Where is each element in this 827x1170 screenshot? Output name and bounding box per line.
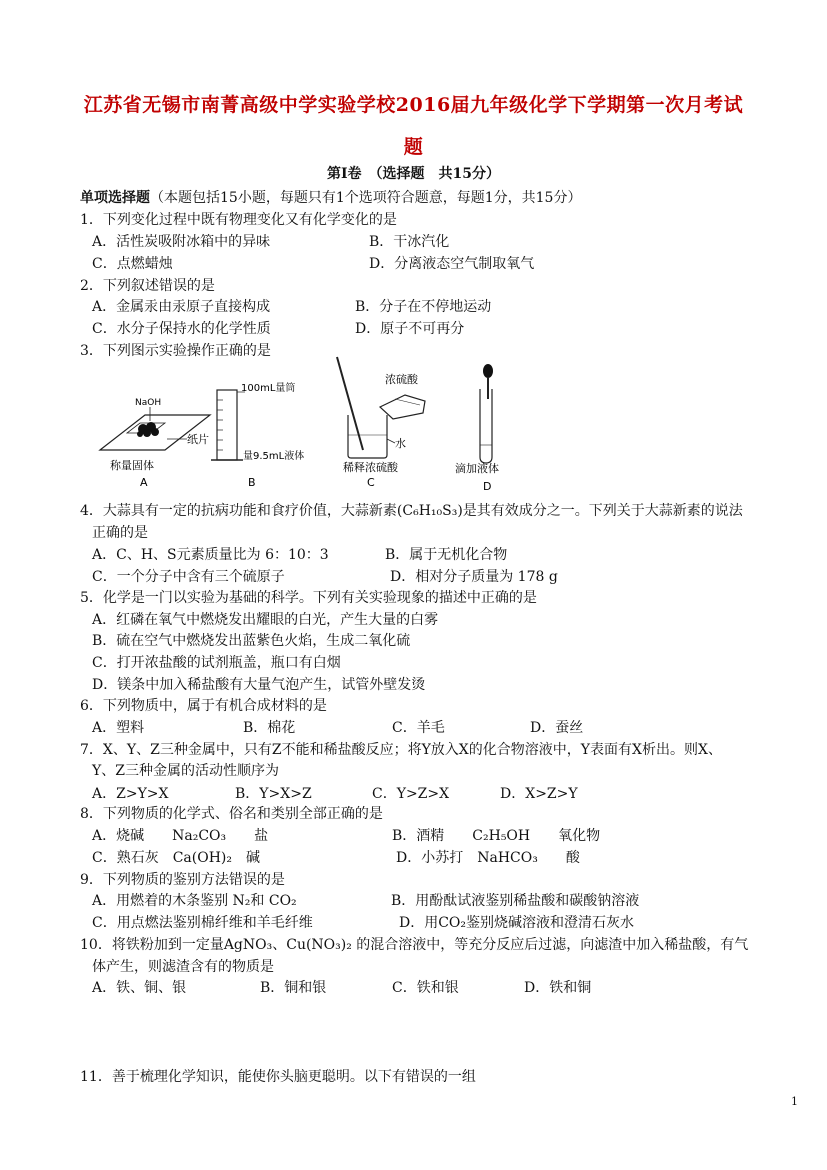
question-2-option-c: C．水分子保持水的化学性质 xyxy=(92,321,271,337)
question-8-option-a: A．烧碱 Na₂CO₃ 盐 xyxy=(92,828,269,844)
question-10-option-b: B．铜和银 xyxy=(260,980,327,996)
question-5-option-a: A．红磷在氧气中燃烧发出耀眼的白光，产生大量的白雾 xyxy=(92,612,439,628)
question-6-stem: 6．下列物质中，属于有机合成材料的是 xyxy=(80,698,327,714)
question-10-stem: 10．将铁粉加到一定量AgNO₃、Cu(NO₃)₂ 的混合溶液中，等充分反应后过滤，向滤渣中加入稀盐酸，有气 xyxy=(80,937,749,953)
question-1-option-c: C．点燃蜡烛 xyxy=(92,256,173,272)
instructions-label: 单项选择题 xyxy=(80,190,150,206)
figure-a-weighing-solid xyxy=(100,398,210,489)
question-5-option-b: B．硫在空气中燃烧发出蓝紫色火焰，生成二氧化硫 xyxy=(92,633,411,649)
question-9-stem: 9．下列物质的鉴别方法错误的是 xyxy=(80,872,285,888)
question-6-option-c: C．羊毛 xyxy=(392,720,445,736)
figure-c-diluting-acid xyxy=(337,357,425,489)
question-5-option-c: C．打开浓盐酸的试剂瓶盖，瓶口有白烟 xyxy=(92,655,341,671)
figure-b-measuring-liquid xyxy=(211,381,304,489)
question-4-stem: 4．大蒜具有一定的抗病功能和食疗价值，大蒜新素(C₆H₁₀S₃)是其有效成分之一。下列关于大蒜新素的说法 xyxy=(80,503,743,519)
question-9-option-d: D．用CO₂鉴别烧碱溶液和澄清石灰水 xyxy=(399,915,635,931)
question-7-option-a: A．Z>Y>X xyxy=(92,786,169,802)
caption-a: 称量固体 xyxy=(110,459,154,472)
question-8-option-d: D．小苏打 NaHCO₃ 酸 xyxy=(396,850,580,866)
question-10-option-c: C．铁和银 xyxy=(392,980,459,996)
label-paper: 纸片 xyxy=(187,433,209,446)
question-7-option-d: D．X>Z>Y xyxy=(500,786,578,802)
instructions-text: （本题包括15小题，每题只有1个选项符合题意，每题1分，共15分） xyxy=(150,190,582,206)
option-d-letter: D xyxy=(483,480,492,493)
option-b-letter: B xyxy=(248,476,256,489)
question-7-option-b: B．Y>X>Z xyxy=(235,786,312,802)
page-number: 1 xyxy=(791,1095,798,1108)
section-heading: 第Ⅰ卷 （选择题 共15分） xyxy=(326,166,501,182)
document-title: 江苏省无锡市南菁高级中学实验学校2016届九年级化学下学期第一次月考试 xyxy=(83,94,744,116)
question-7-stem-continued: Y、Z三种金属的活动性顺序为 xyxy=(92,763,279,779)
question-9-option-a: A．用燃着的木条鉴别 N₂和 CO₂ xyxy=(92,893,297,909)
question-4-option-c: C．一个分子中含有三个硫原子 xyxy=(92,569,285,585)
question-3-stem: 3．下列图示实验操作正确的是 xyxy=(80,343,271,359)
lab-operations-figure xyxy=(95,355,535,495)
question-4-option-d: D．相对分子质量为 178 g xyxy=(390,569,558,585)
question-11-stem: 11．善于梳理化学知识，能使你头脑更聪明。以下有错误的一组 xyxy=(80,1069,476,1085)
question-4-stem-continued: 正确的是 xyxy=(92,525,148,541)
question-2-option-a: A．金属汞由汞原子直接构成 xyxy=(92,299,271,315)
label-naoh: NaOH xyxy=(135,398,162,408)
question-8-option-c: C．熟石灰 Ca(OH)₂ 碱 xyxy=(92,850,260,866)
question-8-option-b: B．酒精 C₂H₅OH 氧化物 xyxy=(392,828,601,844)
question-6-option-b: B．棉花 xyxy=(243,720,296,736)
question-10-stem-continued: 体产生，则滤渣含有的物质是 xyxy=(92,959,274,975)
question-9-option-b: B．用酚酞试液鉴别稀盐酸和碳酸钠溶液 xyxy=(391,893,640,909)
question-5-option-d: D．镁条中加入稀盐酸有大量气泡产生，试管外壁发烫 xyxy=(92,677,426,693)
instructions xyxy=(80,189,581,207)
question-4-option-b: B．属于无机化合物 xyxy=(385,547,508,563)
question-7-option-c: C．Y>Z>X xyxy=(372,786,450,802)
question-2-option-d: D．原子不可再分 xyxy=(355,321,465,337)
question-7-stem: 7．X、Y、Z三种金属中，只有Z不能和稀盐酸反应；将Y放入X的化合物溶液中，Y表面有X析出。则X、 xyxy=(80,742,722,758)
question-2-option-b: B．分子在不停地运动 xyxy=(355,299,492,315)
figure-d-dropping-liquid xyxy=(455,364,499,493)
question-10-option-d: D．铁和铜 xyxy=(524,980,592,996)
question-1-stem: 1．下列变化过程中既有物理变化又有化学变化的是 xyxy=(80,212,397,228)
question-6-option-a: A．塑料 xyxy=(92,720,145,736)
caption-c: 稀释浓硫酸 xyxy=(343,461,398,474)
question-9-option-c: C．用点燃法鉴别棉纤维和羊毛纤维 xyxy=(92,915,313,931)
question-2-stem: 2．下列叙述错误的是 xyxy=(80,278,215,294)
document-title-continued: 题 xyxy=(403,136,424,158)
question-1-option-d: D．分离液态空气制取氧气 xyxy=(369,256,535,272)
label-cylinder: 100mL量筒 xyxy=(241,383,296,394)
question-8-stem: 8．下列物质的化学式、俗名和类别全部正确的是 xyxy=(80,806,383,822)
question-10-option-a: A．铁、铜、银 xyxy=(92,980,187,996)
question-5-stem: 5．化学是一门以实验为基础的科学。下列有关实验现象的描述中正确的是 xyxy=(80,590,537,606)
question-4-option-a: A．C、H、S元素质量比为 6：10：3 xyxy=(92,547,329,563)
question-6-option-d: D．蚕丝 xyxy=(530,720,584,736)
caption-d: 滴加液体 xyxy=(455,462,499,475)
question-1-option-b: B．干冰汽化 xyxy=(369,234,450,250)
label-water: 水 xyxy=(395,437,406,450)
option-c-letter: C xyxy=(367,476,375,489)
label-measure: 量9.5mL液体 xyxy=(243,451,305,462)
question-1-option-a: A．活性炭吸附冰箱中的异味 xyxy=(92,234,271,250)
label-acid: 浓硫酸 xyxy=(385,373,418,386)
option-a-letter: A xyxy=(140,476,148,489)
